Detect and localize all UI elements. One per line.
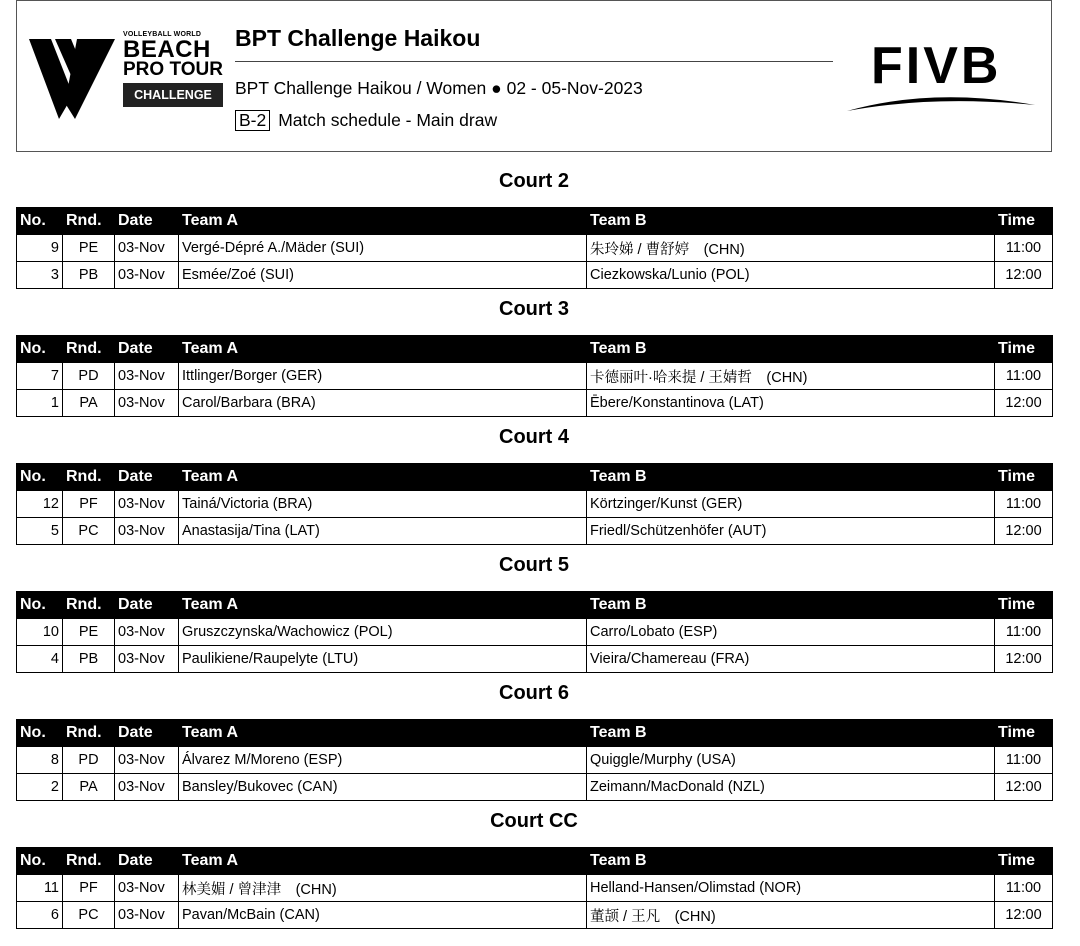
logo-line-2: BEACH — [123, 36, 211, 63]
team-a-cell: Pavan/McBain (CAN) — [179, 902, 587, 929]
table-row — [17, 491, 1053, 518]
col-header-team-a: Team A — [179, 592, 587, 619]
table-row — [17, 747, 1053, 774]
match-round: PD — [63, 363, 115, 390]
match-time: 12:00 — [995, 902, 1053, 929]
match-date: 03-Nov — [115, 619, 179, 646]
table-row — [17, 902, 1053, 929]
team-a-cell: Esmée/Zoé (SUI) — [179, 262, 587, 289]
team-b-cell: Zeimann/MacDonald (NZL) — [587, 774, 995, 801]
match-time: 11:00 — [995, 619, 1053, 646]
team-b-cell: Quiggle/Murphy (USA) — [587, 747, 995, 774]
table-row — [17, 363, 1053, 390]
match-table — [16, 207, 1053, 289]
team-a-cell: Vergé-Dépré A./Mäder (SUI) — [179, 235, 587, 262]
logo-line-4: CHALLENGE — [123, 83, 223, 107]
col-header-team-b: Team B — [587, 208, 995, 235]
match-round: PE — [63, 619, 115, 646]
col-header-time: Time — [995, 336, 1053, 363]
col-header-time: Time — [995, 592, 1053, 619]
match-number: 4 — [17, 646, 63, 673]
table-header-row — [17, 464, 1053, 491]
court-title: Court 6 — [499, 682, 569, 704]
table-header-row — [17, 592, 1053, 619]
team-b-cell: Ciezkowska/Lunio (POL) — [587, 262, 995, 289]
col-header-team-a: Team A — [179, 464, 587, 491]
col-header-no: No. — [17, 720, 63, 747]
match-date: 03-Nov — [115, 491, 179, 518]
court-title: Court 2 — [499, 170, 569, 192]
team-a-cell: Ittlinger/Borger (GER) — [179, 363, 587, 390]
col-header-time: Time — [995, 720, 1053, 747]
match-table — [16, 463, 1053, 545]
col-header-no: No. — [17, 336, 63, 363]
col-header-time: Time — [995, 464, 1053, 491]
table-row — [17, 262, 1053, 289]
document-code: B-2 — [235, 110, 270, 131]
match-round: PE — [63, 235, 115, 262]
col-header-team-b: Team B — [587, 848, 995, 875]
col-header-date: Date — [115, 592, 179, 619]
match-round: PB — [63, 646, 115, 673]
match-table — [16, 591, 1053, 673]
col-header-date: Date — [115, 720, 179, 747]
team-a-cell: Tainá/Victoria (BRA) — [179, 491, 587, 518]
col-header-round: Rnd. — [63, 336, 115, 363]
document-title: Match schedule - Main draw — [278, 110, 498, 130]
team-a-cell: Carol/Barbara (BRA) — [179, 390, 587, 417]
match-number: 12 — [17, 491, 63, 518]
col-header-round: Rnd. — [63, 848, 115, 875]
match-round: PF — [63, 491, 115, 518]
team-b-cell: 朱玲娣 / 曹舒婷 (CHN) — [587, 235, 995, 262]
col-header-time: Time — [995, 848, 1053, 875]
logo-line-3: PRO TOUR — [123, 59, 223, 80]
col-header-no: No. — [17, 208, 63, 235]
team-a-cell: Gruszczynska/Wachowicz (POL) — [179, 619, 587, 646]
match-time: 12:00 — [995, 774, 1053, 801]
team-b-cell: 董颉 / 王凡 (CHN) — [587, 902, 995, 929]
col-header-no: No. — [17, 464, 63, 491]
col-header-round: Rnd. — [63, 720, 115, 747]
match-round: PD — [63, 747, 115, 774]
court-title: Court CC — [490, 810, 578, 832]
team-b-cell: Körtzinger/Kunst (GER) — [587, 491, 995, 518]
match-number: 6 — [17, 902, 63, 929]
fivb-logo-icon — [843, 31, 1039, 121]
match-date: 03-Nov — [115, 262, 179, 289]
match-time: 11:00 — [995, 491, 1053, 518]
team-a-cell: 林美媚 / 曾津津 (CHN) — [179, 875, 587, 902]
match-number: 8 — [17, 747, 63, 774]
logo-wordmark — [123, 31, 233, 107]
match-date: 03-Nov — [115, 902, 179, 929]
match-time: 11:00 — [995, 747, 1053, 774]
match-round: PF — [63, 875, 115, 902]
match-time: 11:00 — [995, 235, 1053, 262]
table-header-row — [17, 720, 1053, 747]
match-date: 03-Nov — [115, 747, 179, 774]
team-b-cell: 卡德丽叶·哈来提 / 王婧哲 (CHN) — [587, 363, 995, 390]
match-number: 1 — [17, 390, 63, 417]
col-header-no: No. — [17, 848, 63, 875]
match-round: PC — [63, 518, 115, 545]
col-header-team-a: Team A — [179, 720, 587, 747]
table-header-row — [17, 848, 1053, 875]
match-number: 9 — [17, 235, 63, 262]
match-date: 03-Nov — [115, 646, 179, 673]
match-table — [16, 719, 1053, 801]
col-header-team-a: Team A — [179, 208, 587, 235]
match-round: PA — [63, 774, 115, 801]
col-header-team-b: Team B — [587, 336, 995, 363]
court-title: Court 3 — [499, 298, 569, 320]
match-date: 03-Nov — [115, 875, 179, 902]
document-header — [16, 0, 1052, 152]
table-row — [17, 875, 1053, 902]
table-row — [17, 518, 1053, 545]
match-date: 03-Nov — [115, 390, 179, 417]
col-header-team-a: Team A — [179, 848, 587, 875]
col-header-time: Time — [995, 208, 1053, 235]
team-a-cell: Anastasija/Tina (LAT) — [179, 518, 587, 545]
court-title: Court 5 — [499, 554, 569, 576]
team-b-cell: Ēbere/Konstantinova (LAT) — [587, 390, 995, 417]
table-row — [17, 619, 1053, 646]
event-subtitle: BPT Challenge Haikou / Women ● 02 - 05-Nov-2023 — [235, 78, 643, 98]
team-a-cell: Paulikiene/Raupelyte (LTU) — [179, 646, 587, 673]
title-divider — [235, 61, 833, 62]
match-round: PA — [63, 390, 115, 417]
match-round: PB — [63, 262, 115, 289]
match-date: 03-Nov — [115, 518, 179, 545]
match-number: 5 — [17, 518, 63, 545]
fivb-logo-text: FIVB — [871, 37, 1002, 95]
table-row — [17, 390, 1053, 417]
match-round: PC — [63, 902, 115, 929]
match-time: 12:00 — [995, 518, 1053, 545]
team-b-cell: Carro/Lobato (ESP) — [587, 619, 995, 646]
match-date: 03-Nov — [115, 774, 179, 801]
col-header-no: No. — [17, 592, 63, 619]
match-table — [16, 335, 1053, 417]
table-row — [17, 646, 1053, 673]
logo-line-1: VOLLEYBALL WORLD — [123, 31, 202, 38]
team-a-cell: Bansley/Bukovec (CAN) — [179, 774, 587, 801]
match-number: 7 — [17, 363, 63, 390]
col-header-team-b: Team B — [587, 464, 995, 491]
page-title: BPT Challenge Haikou — [235, 25, 481, 51]
team-b-cell: Friedl/Schützenhöfer (AUT) — [587, 518, 995, 545]
team-a-cell: Álvarez M/Moreno (ESP) — [179, 747, 587, 774]
court-title: Court 4 — [499, 426, 569, 448]
match-time: 12:00 — [995, 646, 1053, 673]
col-header-round: Rnd. — [63, 208, 115, 235]
match-table — [16, 847, 1053, 929]
col-header-team-b: Team B — [587, 592, 995, 619]
table-row — [17, 774, 1053, 801]
col-header-round: Rnd. — [63, 592, 115, 619]
document-code-row — [235, 110, 497, 131]
match-time: 12:00 — [995, 390, 1053, 417]
col-header-round: Rnd. — [63, 464, 115, 491]
col-header-team-a: Team A — [179, 336, 587, 363]
col-header-date: Date — [115, 336, 179, 363]
beach-pro-tour-logo-icon — [27, 33, 117, 123]
col-header-date: Date — [115, 208, 179, 235]
match-number: 10 — [17, 619, 63, 646]
match-time: 12:00 — [995, 262, 1053, 289]
team-b-cell: Vieira/Chamereau (FRA) — [587, 646, 995, 673]
match-number: 11 — [17, 875, 63, 902]
match-date: 03-Nov — [115, 235, 179, 262]
match-number: 3 — [17, 262, 63, 289]
match-time: 11:00 — [995, 363, 1053, 390]
table-row — [17, 235, 1053, 262]
table-header-row — [17, 208, 1053, 235]
table-header-row — [17, 336, 1053, 363]
match-time: 11:00 — [995, 875, 1053, 902]
col-header-team-b: Team B — [587, 720, 995, 747]
match-date: 03-Nov — [115, 363, 179, 390]
team-b-cell: Helland-Hansen/Olimstad (NOR) — [587, 875, 995, 902]
col-header-date: Date — [115, 848, 179, 875]
match-number: 2 — [17, 774, 63, 801]
col-header-date: Date — [115, 464, 179, 491]
